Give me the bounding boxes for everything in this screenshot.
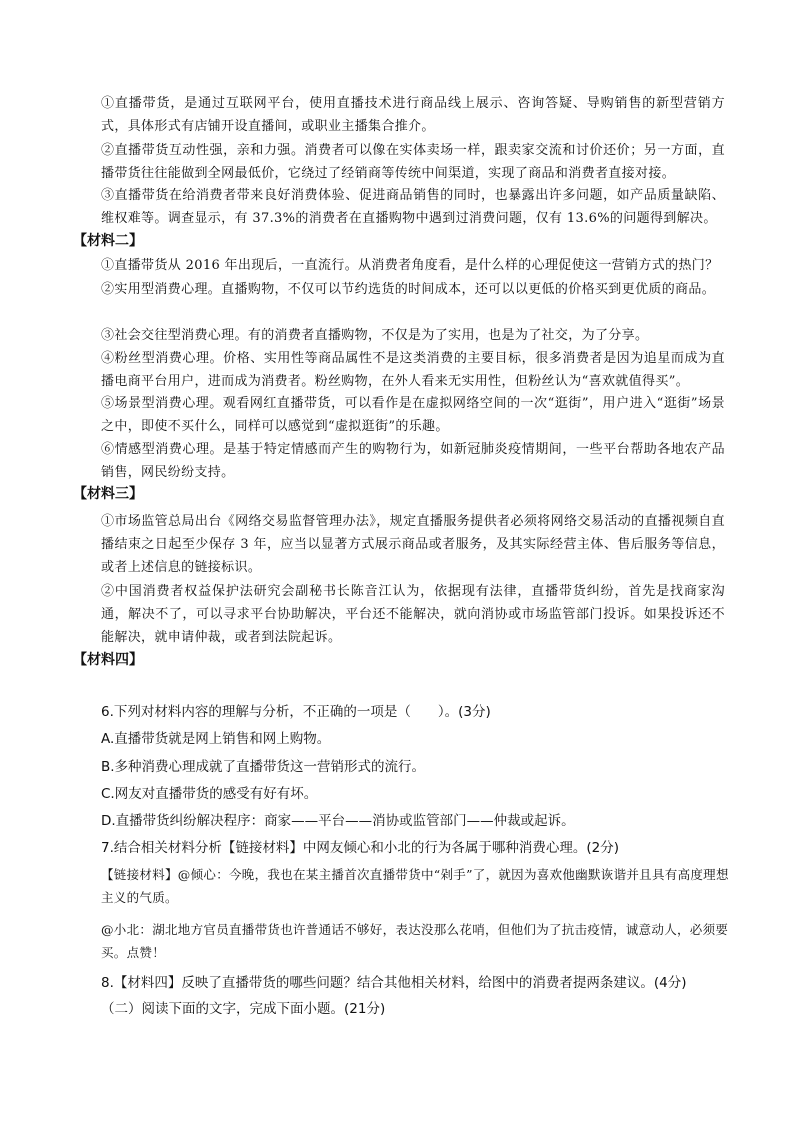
material2-paragraph-1: ①直播带货从 2016 年出现后，一直流行。从消费者角度看，是什么样的心理促使这一营销方式的热门？: [101, 258, 719, 273]
material2-paragraph-5: ⑤场景型消费心理。观看网红直播带货，可以看作是在虚拟网络空间的一次“逛街”，用户进入“逛街”场景之中，即使不买什么，同样可以感觉到“虚拟逛街”的乐趣。: [101, 396, 725, 434]
material3-paragraph-2: ②中国消费者权益保护法研究会副秘书长陈音江认为，依据现有法律，直播带货纠纷，首先是找商家沟通，解决不了，可以寻求平台协助解决，平台还不能解决，就向消协或市场监管部门投诉。如果投诉还不能解决，就申请仲裁，或者到法院起诉。: [101, 584, 725, 645]
material1-paragraph-1: ①直播带货，是通过互联网平台，使用直播技术进行商品线上展示、咨询答疑、导购销售的新型营销方式，具体形式有店铺开设直播间，或职业主播集合推介。: [101, 96, 725, 134]
material1-paragraph-3: ③直播带货在给消费者带来良好消费体验、促进商品销售的同时，也暴露出许多问题，如产品质量缺陷、维权难等。调查显示，有 37.3%的消费者在直播购物中遇到过消费问题，仅有 13.6%的问题得到解决。: [101, 188, 725, 226]
question-7-link-material-1: 【链接材料】@倾心：今晚，我也在某主播首次直播带货中“剁手”了，就因为喜欢他幽默诙谐并且具有高度理想主义的气质。: [101, 867, 729, 905]
section-2-instruction: （二）阅读下面的文字，完成下面小题。(21分): [101, 1001, 386, 1017]
question-8-stem: 8.【材料四】反映了直播带货的哪些问题？结合其他相关材料，给图中的消费者提两条建议。(4分): [101, 975, 687, 991]
question-6-option-a: A.直播带货就是网上销售和网上购物。: [101, 731, 331, 747]
material3-paragraph-1: ①市场监管总局出台《网络交易监督管理办法》，规定直播服务提供者必须将网络交易活动的直播视频自直播结束之日起至少保存 3 年，应当以显著方式展示商品或者服务，及其实际经营主体、售后服务等信息，或者上述信息的链接标识。: [101, 514, 725, 575]
material2-paragraph-3: ③社会交往型消费心理。有的消费者直播购物，不仅是为了实用，也是为了社交，为了分享。: [101, 328, 649, 343]
question-7-link-material-2: @小北：湖北地方官员直播带货也许普通话不够好，表达没那么花哨，但他们为了抗击疫情，诚意动人，必须要买。点赞！: [101, 922, 729, 960]
material2-heading: 【材料二】: [73, 233, 143, 249]
question-6-option-d: D.直播带货纠纷解决程序：商家——平台——消协或监管部门——仲裁或起诉。: [101, 813, 575, 829]
question-7-stem: 7.结合相关材料分析【链接材料】中网友倾心和小北的行为各属于哪种消费心理。(2分): [101, 840, 620, 856]
material4-heading: 【材料四】: [73, 652, 143, 668]
material1-paragraph-2: ②直播带货互动性强，亲和力强。消费者可以像在实体卖场一样，跟卖家交流和讨价还价；另一方面，直播带货往往能做到全网最低价，它绕过了经销商等传统中间渠道，实现了商品和消费者直接对接。: [101, 143, 725, 181]
material3-heading: 【材料三】: [73, 486, 143, 502]
material2-paragraph-4: ④粉丝型消费心理。价格、实用性等商品属性不是这类消费的主要目标，很多消费者是因为追星而成为直播电商平台用户，进而成为消费者。粉丝购物，在外人看来无实用性，但粉丝认为“喜欢就值得买”。: [101, 351, 725, 389]
question-6-option-c: C.网友对直播带货的感受有好有坏。: [101, 786, 318, 802]
material2-paragraph-6: ⑥情感型消费心理。是基于特定情感而产生的购物行为，如新冠肺炎疫情期间，一些平台帮助各地农产品销售，网民纷纷支持。: [101, 442, 725, 480]
question-6-option-b: B.多种消费心理成就了直播带货这一营销形式的流行。: [101, 759, 426, 775]
material2-paragraph-2: ②实用型消费心理。直播购物，不仅可以节约选货的时间成本，还可以以更低的价格买到更优质的商品。: [101, 282, 716, 297]
question-6-stem: 6.下列对材料内容的理解与分析，不正确的一项是（ ）。(3分): [101, 704, 491, 720]
